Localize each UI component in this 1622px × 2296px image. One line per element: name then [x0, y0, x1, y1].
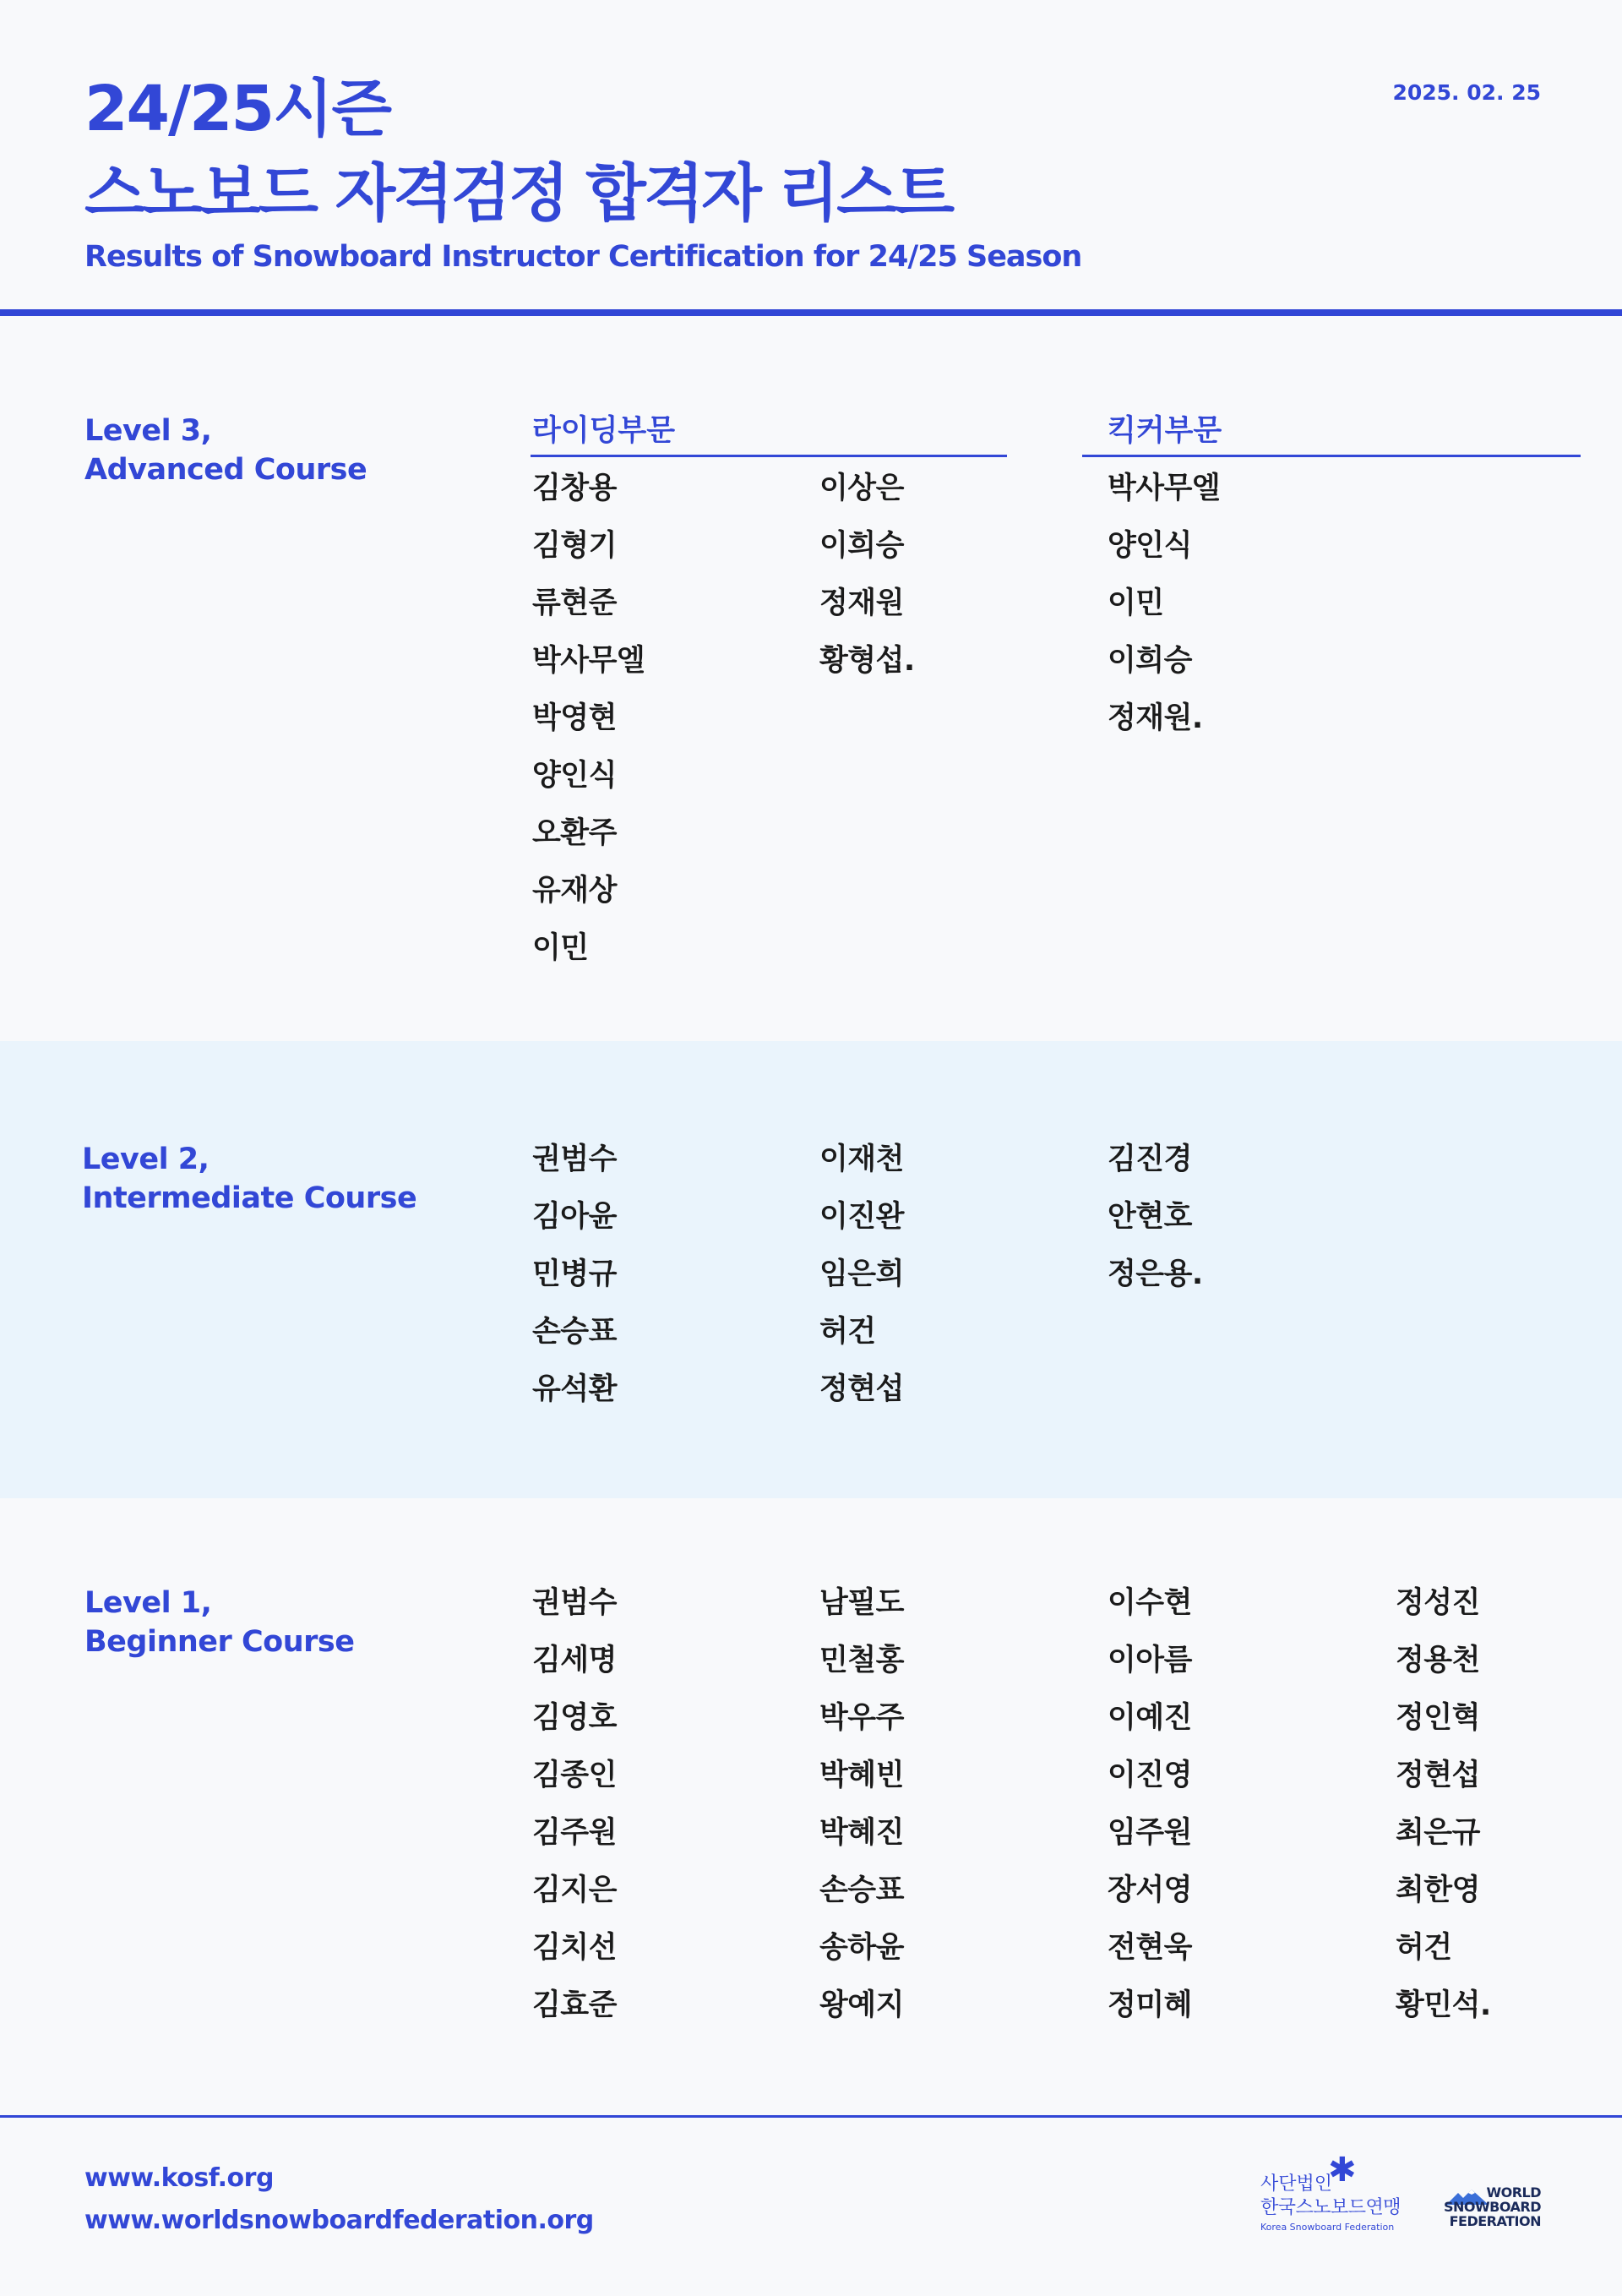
name-list-item: 허건: [1396, 1931, 1452, 1965]
name-list-item: 정성진: [1396, 1586, 1480, 1620]
name-list-item: 김종인: [532, 1759, 617, 1792]
level3-label-line1: Level 3,: [84, 414, 212, 448]
level3-riding-col1: [532, 460, 645, 977]
kosf-logo-line2: 한국스노보드연맹: [1260, 2197, 1402, 2218]
level1-label: [84, 1584, 354, 1661]
name-list-item: 김형기: [532, 529, 617, 563]
name-list-item: 김진경: [1108, 1143, 1192, 1176]
name-list-item: 김세명: [532, 1644, 617, 1677]
footer-divider: [0, 2115, 1622, 2118]
level2-col3: [1108, 1131, 1203, 1303]
name-list-item: 황형섭.: [819, 644, 915, 678]
name-list-item: 김영호: [532, 1701, 617, 1735]
kosf-logo-line3: Korea Snowboard Federation: [1260, 2222, 1395, 2233]
name-list-item: 양인식: [1108, 529, 1192, 563]
name-list-item: 임은희: [819, 1257, 904, 1291]
name-list-item: 임주원: [1108, 1816, 1192, 1850]
wsf-logo-line1: WORLD: [1486, 2184, 1541, 2201]
level3-kicker-col: [1108, 460, 1220, 747]
name-list-item: 박혜진: [819, 1816, 904, 1850]
name-list-item: 송하윤: [819, 1931, 904, 1965]
name-list-item: 이희승: [819, 529, 904, 563]
name-list-item: 허건: [819, 1315, 876, 1349]
level2-col2: [819, 1131, 904, 1418]
wsf-logo-line3: FEDERATION: [1449, 2213, 1541, 2229]
level2-col1: [532, 1131, 617, 1418]
level1-label-line1: Level 1,: [84, 1586, 212, 1620]
page-title-line2: 스노보드 자격검정 합격자 리스트: [84, 157, 953, 230]
kosf-logo-line1: 사단법인: [1260, 2173, 1333, 2195]
level1-col4: [1396, 1574, 1491, 2034]
name-list-item: 정현섭: [1396, 1759, 1480, 1792]
level2-label: [82, 1140, 416, 1218]
level3-riding-col2: [819, 460, 915, 690]
level3-label: [84, 412, 367, 489]
name-list-item: 왕예지: [819, 1988, 904, 2022]
name-list-item: 손승표: [819, 1873, 904, 1907]
name-list-item: 박영현: [532, 701, 617, 735]
name-list-item: 정재원.: [1108, 701, 1203, 735]
kicker-heading-rule: [1082, 455, 1581, 457]
level2-label-line1: Level 2,: [82, 1143, 210, 1176]
name-list-item: 최은규: [1396, 1816, 1480, 1850]
header-divider: [0, 309, 1622, 316]
name-list-item: 최한영: [1396, 1873, 1480, 1907]
name-list-item: 민병규: [532, 1257, 617, 1291]
name-list-item: 장서영: [1108, 1873, 1192, 1907]
name-list-item: 이진영: [1108, 1759, 1192, 1792]
name-list-item: 민철홍: [819, 1644, 904, 1677]
name-list-item: 류현준: [532, 586, 617, 620]
name-list-item: 유석환: [532, 1372, 617, 1406]
name-list-item: 이진완: [819, 1200, 904, 1234]
name-list-item: 전현욱: [1108, 1931, 1192, 1965]
name-list-item: 이상은: [819, 472, 904, 505]
name-list-item: 김주원: [532, 1816, 617, 1850]
name-list-item: 김아윤: [532, 1200, 617, 1234]
riding-heading-rule: [531, 455, 1007, 457]
level2-label-line2: Intermediate Course: [82, 1181, 417, 1215]
name-list-item: 김효준: [532, 1988, 617, 2022]
name-list-item: 정재원: [819, 586, 904, 620]
name-list-item: 이재천: [819, 1143, 904, 1176]
page-title-line1: 24/25시즌: [84, 73, 390, 145]
name-list-item: 이아름: [1108, 1644, 1192, 1677]
name-list-item: 이예진: [1108, 1701, 1192, 1735]
name-list-item: 남필도: [819, 1586, 904, 1620]
wsf-logo: [1445, 2184, 1546, 2235]
name-list-item: 박사무엘: [1108, 472, 1221, 505]
wsf-logo-line2: SNOWBOARD: [1443, 2199, 1541, 2215]
level1-label-line2: Beginner Course: [84, 1625, 355, 1659]
level2-band: [0, 1041, 1622, 1498]
name-list-item: 손승표: [532, 1315, 617, 1349]
publish-date: 2025. 02. 25: [1392, 80, 1541, 105]
name-list-item: 정인혁: [1396, 1701, 1480, 1735]
level1-col3: [1108, 1574, 1192, 2034]
name-list-item: 정은용.: [1108, 1257, 1203, 1291]
name-list-item: 정현섭: [819, 1372, 904, 1406]
name-list-item: 이민: [1108, 586, 1164, 620]
name-list-item: 황민석.: [1396, 1988, 1491, 2022]
name-list-item: 정미혜: [1108, 1988, 1192, 2022]
name-list-item: 김창용: [532, 472, 617, 505]
level3-label-line2: Advanced Course: [84, 453, 367, 487]
name-list-item: 양인식: [532, 759, 617, 793]
wsf-link[interactable]: www.worldsnowboardfederation.org: [84, 2206, 594, 2235]
name-list-item: 안현호: [1108, 1200, 1192, 1234]
name-list-item: 박혜빈: [819, 1759, 904, 1792]
level1-col1: [532, 1574, 617, 2034]
name-list-item: 김지은: [532, 1873, 617, 1907]
name-list-item: 유재상: [532, 874, 617, 908]
name-list-item: 이민: [532, 931, 589, 965]
kicker-heading: 킥커부문: [1108, 414, 1222, 448]
level1-col2: [819, 1574, 904, 2034]
name-list-item: 박사무엘: [532, 644, 645, 678]
name-list-item: 이희승: [1108, 644, 1192, 678]
name-list-item: 권범수: [532, 1586, 617, 1620]
kosf-logo: [1259, 2151, 1411, 2233]
page-subtitle: Results of Snowboard Instructor Certification for 24/25 Season: [84, 240, 1082, 274]
name-list-item: 김치선: [532, 1931, 617, 1965]
name-list-item: 박우주: [819, 1701, 904, 1735]
snowflake-icon: ✱: [1328, 2151, 1357, 2190]
kosf-link[interactable]: www.kosf.org: [84, 2163, 274, 2193]
name-list-item: 권범수: [532, 1143, 617, 1176]
riding-heading: 라이딩부문: [532, 414, 676, 448]
name-list-item: 이수현: [1108, 1586, 1192, 1620]
name-list-item: 정용천: [1396, 1644, 1480, 1677]
name-list-item: 오환주: [532, 816, 617, 850]
